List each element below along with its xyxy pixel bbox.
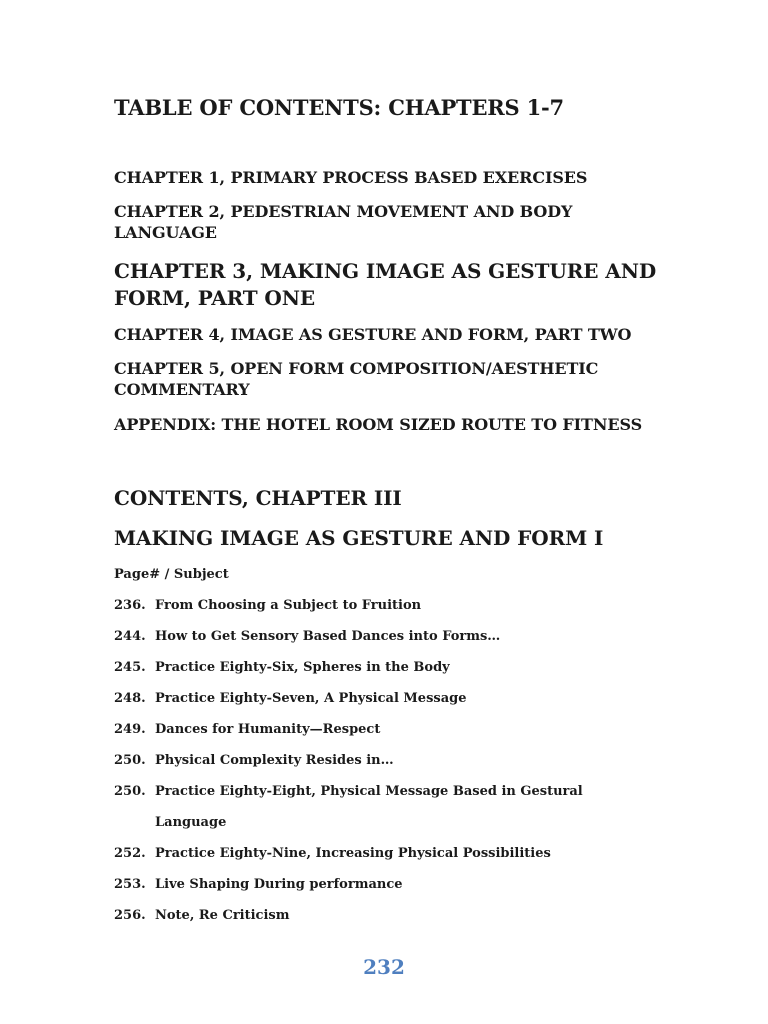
entry-subject: Physical Complexity Resides in…: [155, 753, 394, 768]
page-number: 244.: [114, 629, 146, 644]
column-label: Page# / Subject: [114, 567, 229, 582]
entry-subject: From Choosing a Subject to Fruition: [155, 598, 422, 613]
toc-title: TABLE OF CONTENTS: CHAPTERS 1-7: [114, 95, 564, 120]
list-item: [114, 869, 674, 900]
toc-item-chapter-3: CHAPTER 3, MAKING IMAGE AS GESTURE AND FORM, PART ONE: [114, 259, 657, 310]
list-item: [114, 838, 674, 869]
page-number: 256.: [114, 908, 146, 923]
toc-item-chapter-5: CHAPTER 5, OPEN FORM COMPOSITION/AESTHETIC COMMENTARY: [114, 359, 599, 399]
page-number: 245.: [114, 660, 146, 675]
list-item: [114, 900, 674, 931]
page-number: 250.: [114, 784, 146, 799]
list-item: [114, 590, 674, 621]
toc-item-appendix: APPENDIX: THE HOTEL ROOM SIZED ROUTE TO FITNESS: [114, 415, 643, 434]
toc-item-chapter-4: CHAPTER 4, IMAGE AS GESTURE AND FORM, PART TWO: [114, 325, 632, 344]
page-number: 253.: [114, 877, 146, 892]
page-number: 236.: [114, 598, 146, 613]
entry-subject: Practice Eighty-Seven, A Physical Message: [155, 691, 467, 706]
toc-item-chapter-2: CHAPTER 2, PEDESTRIAN MOVEMENT AND BODY LANGUAGE: [114, 202, 573, 242]
page-number: 250.: [114, 753, 146, 768]
list-item: [114, 652, 674, 683]
entry-subject: Practice Eighty-Six, Spheres in the Body: [155, 660, 450, 675]
page-number: 248.: [114, 691, 146, 706]
contents-subheading: MAKING IMAGE AS GESTURE AND FORM I: [114, 526, 604, 550]
entry-subject: Practice Eighty-Eight, Physical Message Based in Gestural Language: [155, 784, 583, 830]
contents-list: [114, 590, 674, 931]
page-folio: 232: [363, 955, 405, 977]
entry-subject: Live Shaping During performance: [155, 877, 403, 892]
toc-item-chapter-1: CHAPTER 1, PRIMARY PROCESS BASED EXERCISES: [114, 168, 588, 187]
list-item: [114, 683, 674, 714]
page-number: 249.: [114, 722, 146, 737]
entry-subject: How to Get Sensory Based Dances into Forms…: [155, 629, 501, 644]
list-item: [114, 621, 674, 652]
entry-subject: Note, Re Criticism: [155, 908, 290, 923]
list-item: [114, 776, 674, 838]
entry-subject: Practice Eighty-Nine, Increasing Physical Possibilities: [155, 846, 551, 861]
list-item: [114, 745, 674, 776]
entry-subject: Dances for Humanity—Respect: [155, 722, 381, 737]
page-number: 252.: [114, 846, 146, 861]
list-item: [114, 714, 674, 745]
contents-heading: CONTENTS, CHAPTER III: [114, 486, 402, 510]
